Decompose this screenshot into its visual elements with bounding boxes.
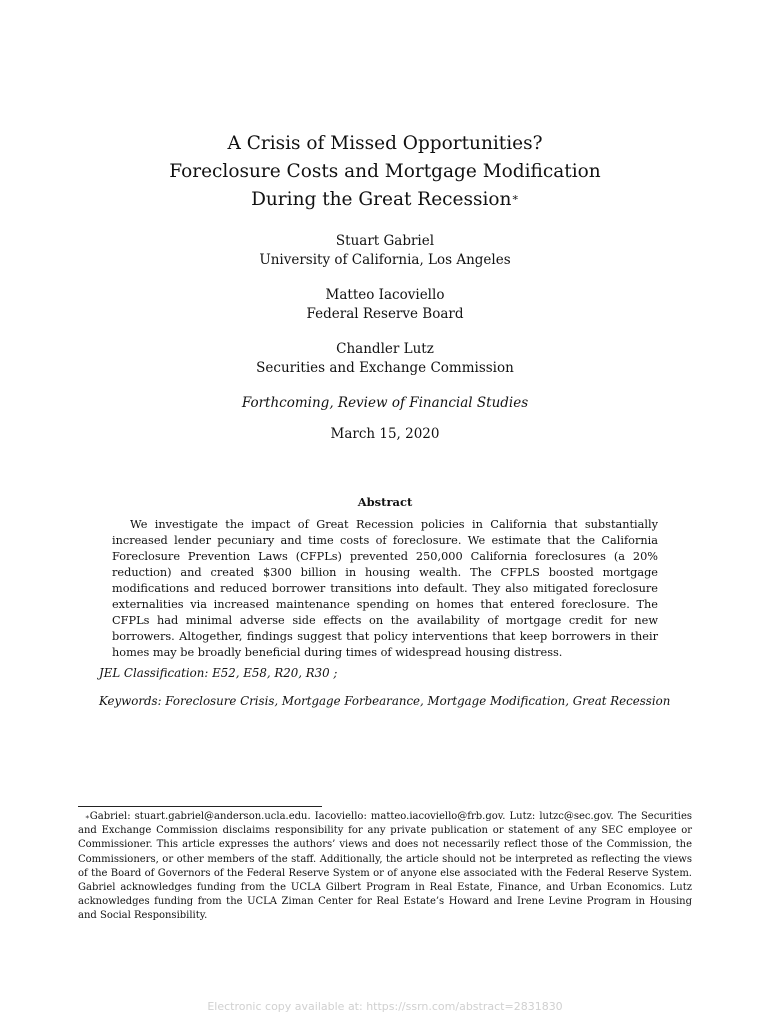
ssrn-watermark: Electronic copy available at: https://ssrn.com/abstract=2831830 <box>207 1000 563 1013</box>
abstract-text: We investigate the impact of Great Recession policies in California that substantially increased lender pecuniary and time costs of foreclosure. We estimate that the California Foreclosure Prevention Laws (CFPLs) prevented 250,000 California foreclosures (a 20% reduction) and created $300 billion in housing wealth. The CFPLS boosted mortgage modifications and reduced borrower transitions into default. They also mitigated foreclosure externalities via increased maintenance spending on homes that entered foreclosure. The CFPLs had minimal adverse side effects on the availability of mortgage credit for new borrowers. Altogether, findings suggest that policy interventions that keep borrowers in their homes may be broadly beneficial during times of widespread housing distress. <box>112 518 658 659</box>
jel-classification: JEL Classification: E52, E58, R20, R30 ; <box>99 666 338 680</box>
author-1 <box>0 232 770 270</box>
abstract-heading: Abstract <box>357 495 413 509</box>
title-footnote-mark: ∗ <box>511 191 519 204</box>
footnote-mark: ∗ <box>85 813 90 821</box>
publication-venue: Forthcoming, Review of Financial Studies <box>241 395 529 411</box>
author-name: Stuart Gabriel <box>335 233 435 249</box>
title-line-1: A Crisis of Missed Opportunities? <box>227 133 543 154</box>
title-line-3-text: During the Great Recession <box>251 189 512 210</box>
footnote <box>78 810 692 924</box>
author-affiliation: University of California, Los Angeles <box>259 252 511 268</box>
title-line-2: Foreclosure Costs and Mortgage Modification <box>169 161 601 182</box>
author-affiliation: Federal Reserve Board <box>306 306 464 322</box>
title-line-3 <box>0 186 770 214</box>
keywords: Keywords: Foreclosure Crisis, Mortgage Forbearance, Mortgage Modification, Great Recession <box>99 694 671 708</box>
paper-title <box>0 130 770 214</box>
author-name: Chandler Lutz <box>336 341 434 357</box>
author-3 <box>0 340 770 378</box>
author-name: Matteo Iacoviello <box>325 287 445 303</box>
footnote-text: Gabriel: stuart.gabriel@anderson.ucla.edu. Iacoviello: matteo.iacoviello@frb.gov. Lutz: lutzc@sec.gov. The Securities and Exchange Commission disclaims responsibility for any private publication or statement of any SEC employee or Commissioner. This article expresses the authors’ views and does not necessarily reflect those of the Commission, the Commissioners, or other members of the staff. Additionally, the article should not be interpreted as reflecting the views of the Board of Governors of the Federal Reserve System or of anyone else associated with the Federal Reserve System. Gabriel acknowledges funding from the UCLA Gilbert Program in Real Estate, Finance, and Urban Economics. Lutz acknowledges funding from the UCLA Ziman Center for Real Estate’s Howard and Irene Levine Program in Housing and Social Responsibility. <box>78 811 692 922</box>
publication-date: March 15, 2020 <box>330 426 440 442</box>
author-2 <box>0 286 770 324</box>
author-affiliation: Securities and Exchange Commission <box>256 360 514 376</box>
footnote-divider <box>78 806 322 807</box>
